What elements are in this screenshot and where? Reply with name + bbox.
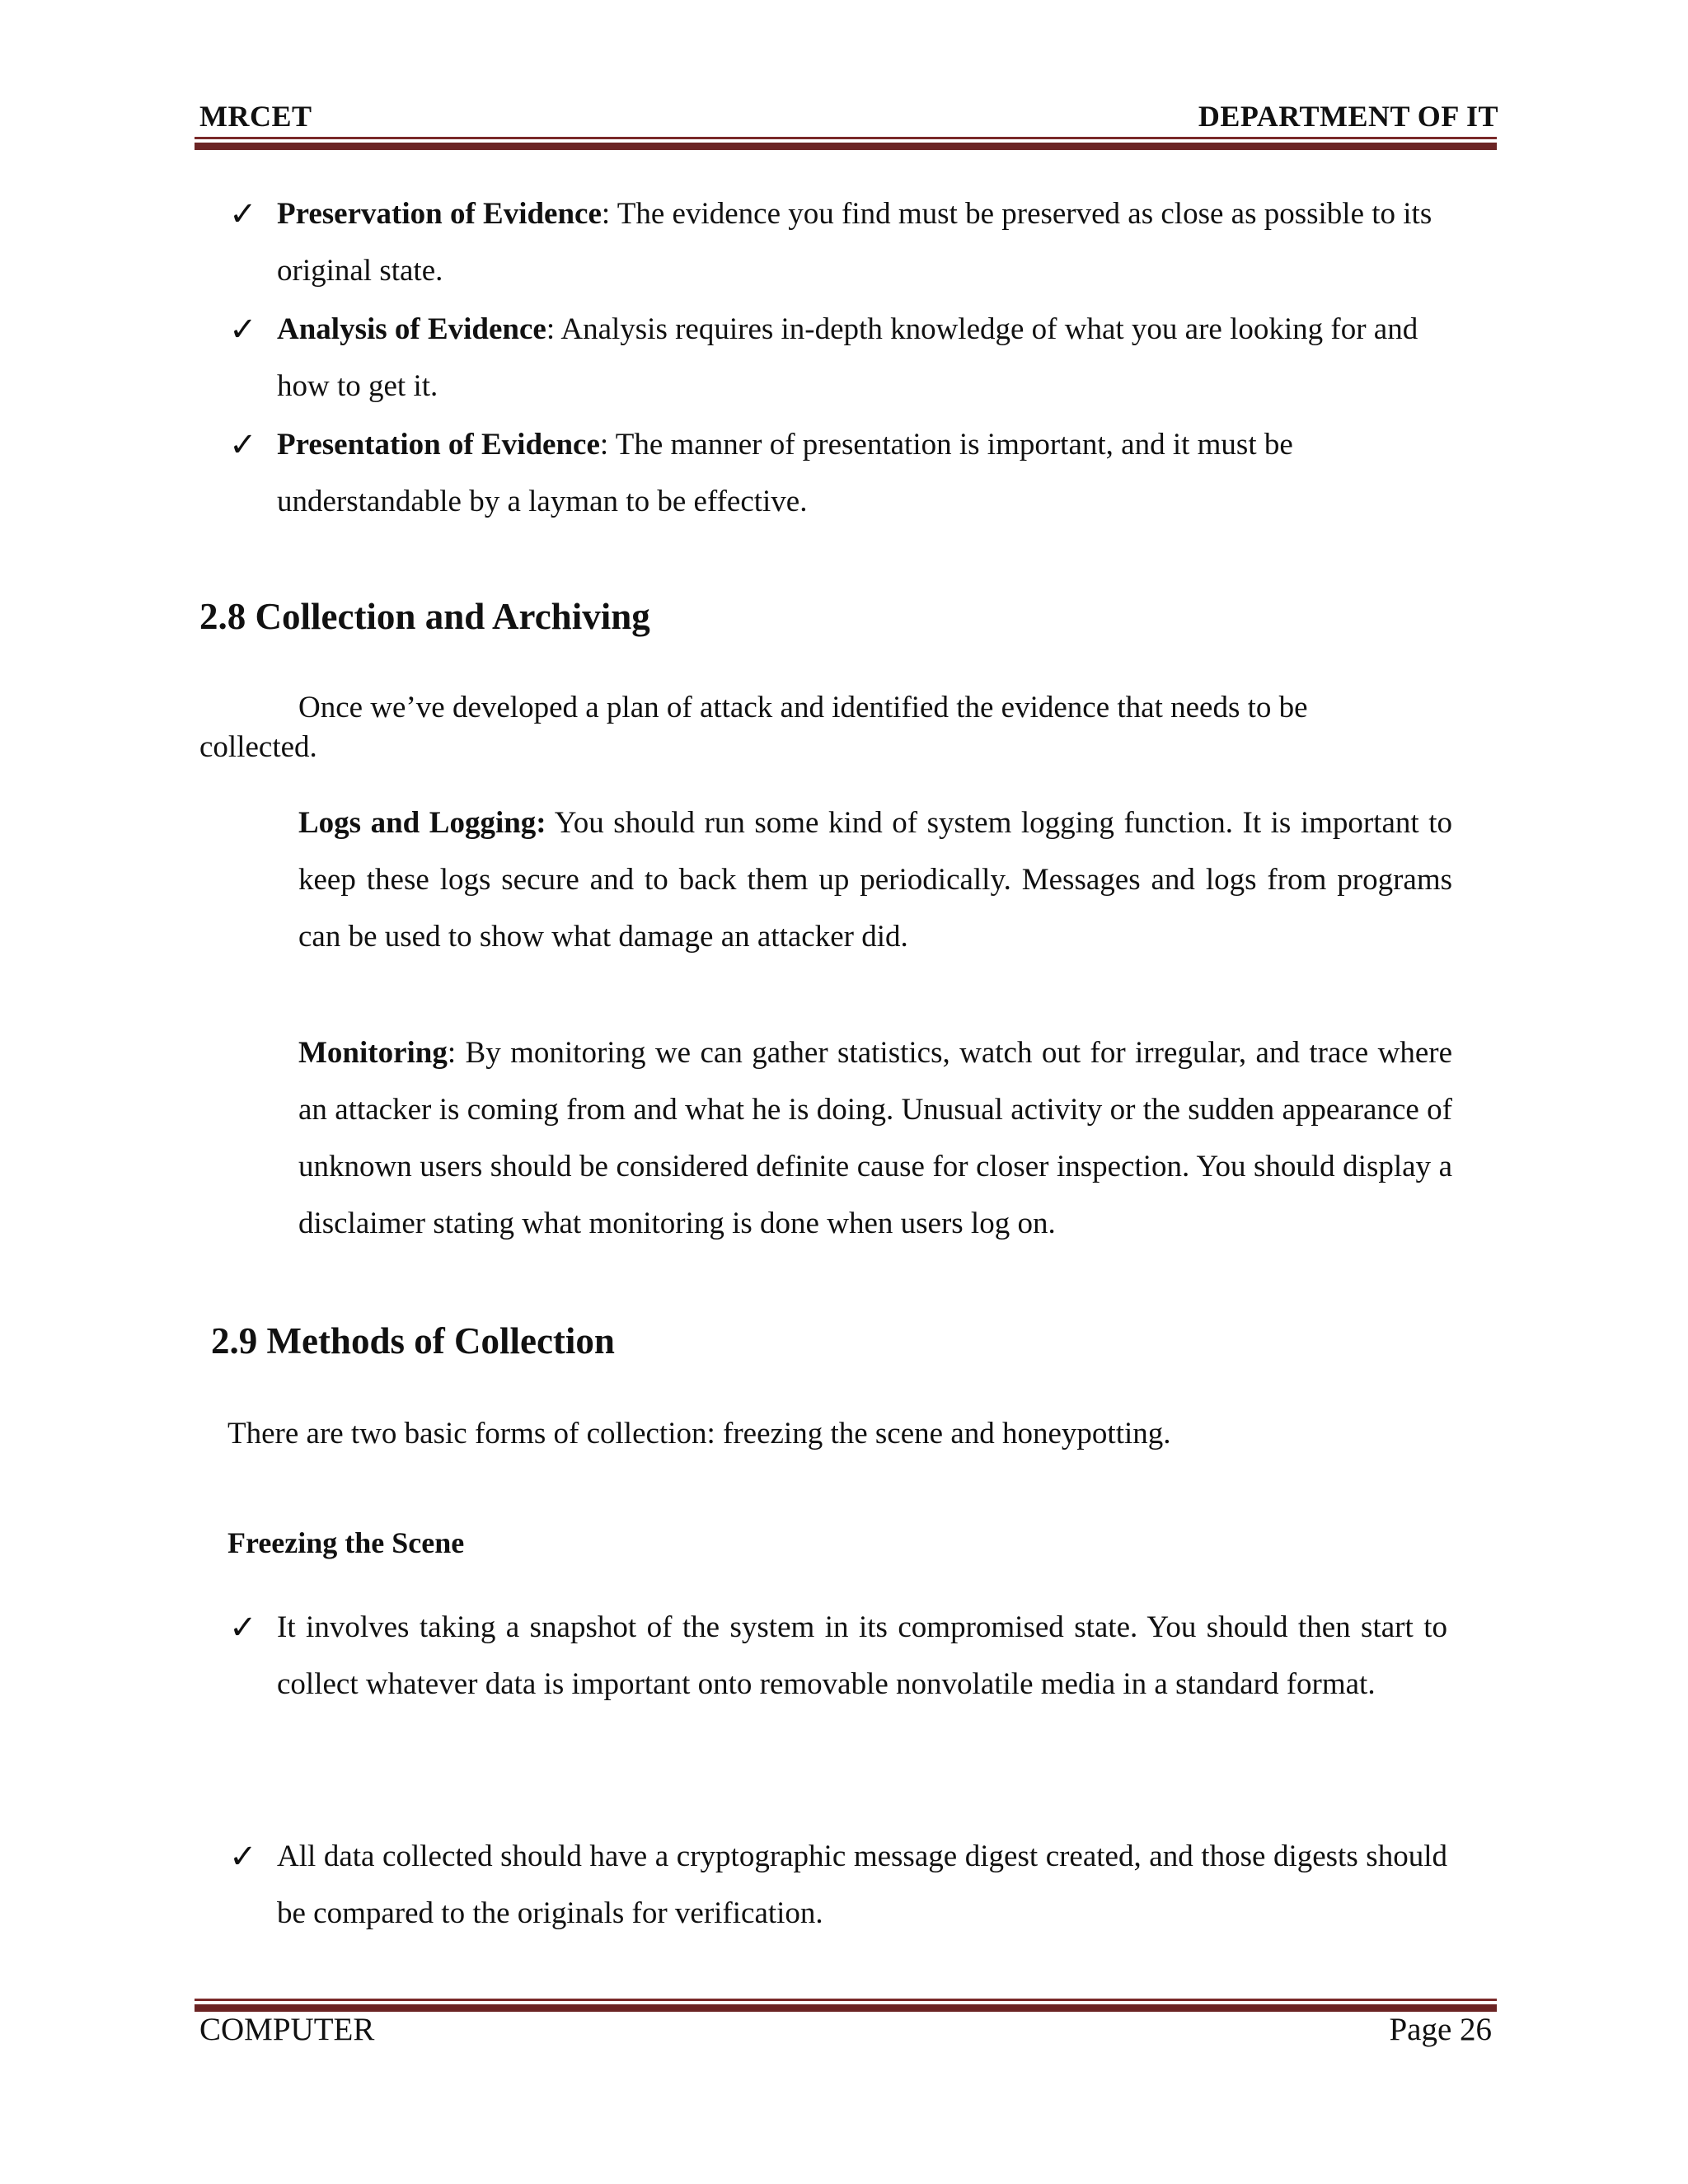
bullet-text: : Analysis requires in-depth knowledge of what you are looking for and how to get it. bbox=[277, 312, 1418, 403]
section-heading-2-8: 2.8 Collection and Archiving bbox=[199, 596, 650, 637]
bullet-presentation bbox=[277, 416, 1439, 530]
bullet-term: Presentation of Evidence bbox=[277, 428, 600, 462]
logs-text: You should run some kind of system logging function. It is important to keep these logs secure and to back them up periodically. Messages and logs from programs can be used to show what damage an attacker did. bbox=[298, 806, 1452, 954]
logs-term: Logs and Logging: bbox=[298, 806, 546, 840]
page-number: Page 26 bbox=[1389, 2012, 1492, 2047]
monitoring-paragraph bbox=[298, 1024, 1452, 1252]
monitoring-text: : By monitoring we can gather statistics, watch out for irregular, and trace where an attacker is coming from and what he is doing. Unusual activity or the sudden appearance of unknown users should be considered definite cause for closer inspection. You should display a disclaimer stating what monitoring is done when users log on. bbox=[298, 1036, 1452, 1240]
checkmark-icon: ✓ bbox=[229, 311, 257, 348]
checkmark-icon: ✓ bbox=[229, 426, 257, 463]
section-2-8-intro: Once we’ve developed a plan of attack and identified the evidence that needs to be collected. bbox=[199, 691, 1308, 764]
logs-paragraph bbox=[298, 794, 1452, 965]
subheading-freezing-scene: Freezing the Scene bbox=[227, 1526, 465, 1559]
checkmark-icon: ✓ bbox=[229, 1838, 257, 1875]
checkmark-icon: ✓ bbox=[229, 195, 257, 232]
header-rule bbox=[195, 137, 1497, 150]
footer-rule bbox=[195, 1999, 1497, 2012]
header-institution: MRCET bbox=[199, 100, 312, 133]
checkmark-icon: ✓ bbox=[229, 1609, 257, 1646]
bullet-text: : The manner of presentation is important, and it must be understandable by a layman to be effective. bbox=[277, 428, 1293, 518]
section-heading-2-9: 2.9 Methods of Collection bbox=[211, 1320, 615, 1361]
monitoring-term: Monitoring bbox=[298, 1036, 448, 1070]
bullet-term: Analysis of Evidence bbox=[277, 312, 546, 346]
bullet-text: : The evidence you find must be preserved as close as possible to its original state. bbox=[277, 197, 1432, 288]
bullet-analysis bbox=[277, 301, 1439, 415]
bullet-preservation bbox=[277, 185, 1439, 299]
freezing-bullet-2: All data collected should have a cryptographic message digest created, and those digests should be compared to the originals for verification. bbox=[277, 1840, 1447, 1930]
section-2-9-intro: There are two basic forms of collection: freezing the scene and honeypotting. bbox=[227, 1417, 1171, 1451]
bullet-term: Preservation of Evidence bbox=[277, 197, 602, 231]
header-department: DEPARTMENT OF IT bbox=[1198, 100, 1498, 133]
freezing-bullet-1: It involves taking a snapshot of the system in its compromised state. You should then start to collect whatever data is important onto removable nonvolatile media in a standard format. bbox=[277, 1610, 1447, 1701]
footer-label: COMPUTER bbox=[199, 2012, 375, 2047]
